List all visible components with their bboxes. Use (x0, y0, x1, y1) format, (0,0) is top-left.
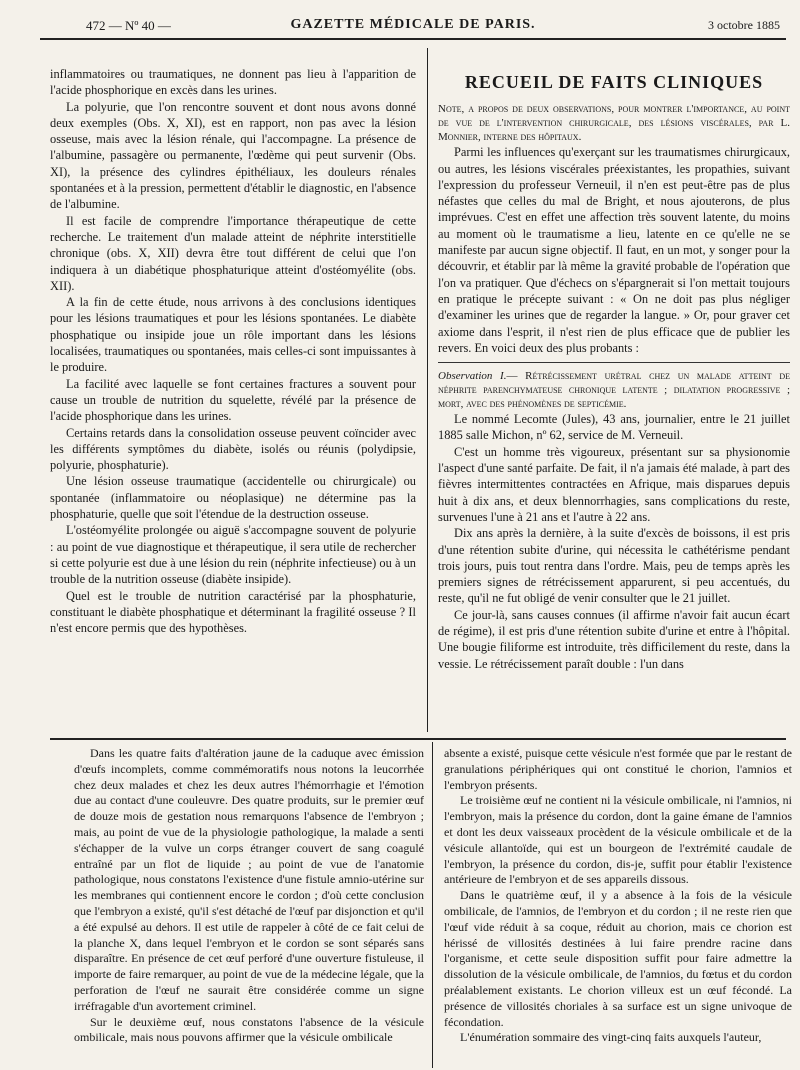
page-header (40, 14, 786, 40)
divider (438, 362, 790, 363)
paragraph: Dans le quatrième œuf, il y a absence à la fois de la vésicule ombilicale, de l'amnios, de l'embryon et du cordon ; il ne reste rien que l'œuf vide réduit à sa coque, réduit au chorion, mais ce chorion est hérissé de villosités destinées à lui faire prendre racine dans l'organisme, et cette seule disposition suffit pour faire admettre la dissolution de la vésicule ombilicale, de l'amnios, du fœtus et du cordon préalablement existants. Le chorion villeux est un œuf fécondé. La présence de villosités choriales à sa surface est un signe univoque de fécondation. (444, 888, 792, 1029)
right-column (438, 66, 790, 726)
paragraph: Dans les quatre faits d'altération jaune de la caduque avec émission d'œufs incomplets, comme commémoratifs nous notons la leucorrhée chez deux malades et chez les deux autres l'hémorrhagie et l'émotion due au contact d'une couleuvre. Des quatre produits, sur le premier œuf de douze mois de gestation nous remarquons l'absence de l'embryon ; mais, au point de vue de la physiologie pathologique, la malade a senti s'échapper de la vulve un corps étranger couvert de sang coagulé entraîné par un flot de liquide ; au point de vue de l'anatomie pathologique, nous constatons l'existence d'une fistule amnio-utérine sur les membranes qui contiennent encore le cordon ; d'où cette conclusion que l'embryon a existé, qu'il s'est détaché de l'œuf par disjonction et qu'il a été expulsé au dehors. Il est utile de rappeler à côté de ce fait celui de la planche X, dans lequel l'embryon et le cordon se sont séparés sans disparaître. En présence de cet œuf perforé d'une ouverture fistuleuse, il importe de faire remarquer, au point de vue de la médecine légale, que la perforation de l'œuf ne saurait être considérée comme un signe irréfragable d'un avortement criminel. (74, 746, 424, 1013)
paragraph: Le troisième œuf ne contient ni la vésicule ombilicale, ni l'amnios, ni l'embryon, mais la présence du cordon, dont la gaine émane de l'amnios et dont les deux vaisseaux procèdent de la vésicule ombilicale et de la vésicule allantoïde, qui est un bourgeon de l'extrémité caudale de l'embryon, la présence du cordon, dis-je, suffit pour établir l'existence antérieure de l'embryon et de ses appareils dissous. (444, 793, 792, 887)
paragraph: inflammatoires ou traumatiques, ne donnent pas lieu à l'apparition de l'acide phosphorique en excès dans les urines. (50, 67, 416, 98)
paragraph: C'est un homme très vigoureux, présentant sur sa physionomie l'aspect d'une santé parfaite. De fait, il n'a jamais été malade, à part des fièvres intermittentes contractées en Afrique, mais disparues depuis huit à dix ans, et deux blennorrhagies, sans complications du reste, survenues l'une à 21 ans et l'autre à 22 ans. (438, 444, 790, 524)
page-number: 472 — Nº 40 — (86, 18, 171, 33)
paragraph: Dix ans après la dernière, à la suite d'excès de boissons, il est pris d'une rétention subite d'urine, qui nécessita le cathétérisme pendant trois jours, puis tout rentra dans l'ordre. Mais, peu de temps après les premiers signes de rétrécissement apparurent, si peu accentués, du reste, qu'il ne fut obligé de venir consulter que le 21 juillet. (438, 526, 790, 606)
paragraph: A la fin de cette étude, nous arrivons à des conclusions identiques pour les lésions traumatiques et pour les lésions spontanées. Le diabète phosphatique ou insipide joue un rôle important dans les lésions localisées, traumatiques ou spontanées, mais celles-ci sont impuissantes à le produire. (50, 295, 416, 375)
section-divider (50, 738, 786, 740)
section-title: RECUEIL DE FAITS CLINIQUES (464, 72, 764, 92)
issue-date: 3 octobre 1885 (708, 18, 780, 32)
paragraph: La polyurie, que l'on rencontre souvent et dont nous avons donné deux exemples (Obs. X, XI), est en rapport, non pas avec la lésion osseuse, mais avec la lésion rénale, qui l'accompagne. La présence de l'albumine, passagère ou permanente, l'œdème qui peut survenir (Obs. XI), la présence des cylindres épithéliaux, les douleurs rénales spontanées et à la pression, permettent d'établir le diagnostic, en l'absence de l'albumine. (50, 99, 416, 212)
column-divider (427, 48, 428, 732)
paragraph: L'énumération sommaire des vingt-cinq faits auxquels l'auteur, (460, 1030, 762, 1045)
paragraph: Il est facile de comprendre l'importance thérapeutique de cette recherche. Le traitement d'un malade atteint de néphrite interstitielle chronique (obs. X, XII) devra être tout différent de celui que l'on indiquera à un diabétique phosphaturique atteint d'ostéomyélite (obs. XII). (50, 213, 416, 293)
observation-title: — Rétrécissement urétral chez un malade atteint de néphrite parenchymateuse chronique latente ; dilatation progressive ; mort, avec des phénomènes de septicémie. (438, 370, 790, 411)
column-divider-bottom (432, 742, 433, 1068)
left-column (50, 66, 416, 716)
paragraph: Une lésion osseuse traumatique (accidentelle ou chirurgicale) ou spontanée (inflammatoire ou néoplasique) ne détermine pas la phosphaturie, quelle que soit l'étendue de la destruction osseuse. (50, 474, 416, 522)
observation-heading (438, 369, 790, 411)
article-note: Note, a propos de deux observations, pour montrer l'importance, au point de vue de l'intervention chirurgicale, des lésions viscérales, par L. Monnier, interne des hôpitaux. (438, 103, 790, 144)
paragraph: Certains retards dans la consolidation osseuse peuvent coïncider avec les différents symptômes du diabète, isolés ou réunis (polydipsie, polyurie, phosphaturie). (50, 425, 416, 473)
journal-title: GAZETTE MÉDICALE DE PARIS. (290, 17, 536, 32)
paragraph: La facilité avec laquelle se font certaines fractures a souvent pour cause un trouble de nutrition du squelette, révélé par la présence de l'acide phosphorique dans les urines. (50, 376, 416, 424)
observation-label: Observation I. (438, 370, 507, 383)
paragraph: Parmi les influences qu'exerçant sur les traumatismes chirurgicaux, ou autres, les lésions viscérales préexistantes, les propathies, suivant l'expression du professeur Verneuil, il n'en est peut-être pas de plus néfastes que celles du mal de Bright, et nous ajouterons, de plus imprévues. C'est en effet une affection très souvent latente, du moins au moment où le traumatisme a lieu, latente en ce qu'elle ne se manifeste par aucun signe objectif. Il faut, en un mot, y songer pour la découvrir, et établir par là même la gravité probable de l'opération que l'on va pratiquer. Que d'échecs on s'épargnerait si l'on mettait toujours en pratique le précepte suivant : « On ne doit pas plus négliger d'examiner les urines que de regarder la langue. » Or, pour graver cet axiome dans l'esprit, il n'est rien de plus efficace que de publier les revers. En voici deux des plus probants : (438, 145, 790, 355)
paragraph: Le nommé Lecomte (Jules), 43 ans, journalier, entre le 21 juillet 1885 salle Michon, nº 62, service de M. Verneuil. (438, 412, 790, 443)
feuilleton-right-column (444, 746, 792, 1066)
paragraph: Quel est le trouble de nutrition caractérisé par la phosphaturie, constituant le diabète phosphatique et déterminant la fragilité osseuse ? Il n'est encore permis que des hypothèses. (50, 588, 416, 636)
paragraph: Ce jour-là, sans causes connues (il affirme n'avoir fait aucun écart de régime), il est pris d'une rétention subite d'urine et entre à l'hôpital. Une bougie filiforme est introduite, très difficilement du reste, dans la vessie. Le rétrécissement paraît double : l'un dans (438, 607, 790, 671)
paragraph: L'ostéomyélite prolongée ou aiguë s'accompagne souvent de polyurie : au point de vue diagnostique et thérapeutique, il sera utile de rechercher si cette polyurie est due à une lésion du rein (néphrite infectieuse) ou à un trouble de la nutrition osseuse (diabète insipide). (50, 523, 416, 587)
paragraph: absente a existé, puisque cette vésicule n'est formée que par le restant de granulations périphériques qui ont constitué le chorion, l'amnios et l'embryon présents. (444, 746, 792, 792)
feuilleton-left-column (74, 746, 424, 1066)
paragraph: Sur le deuxième œuf, nous constatons l'absence de la vésicule ombilicale, mais nous pouvons affirmer que la vésicule ombilicale (74, 1014, 424, 1045)
